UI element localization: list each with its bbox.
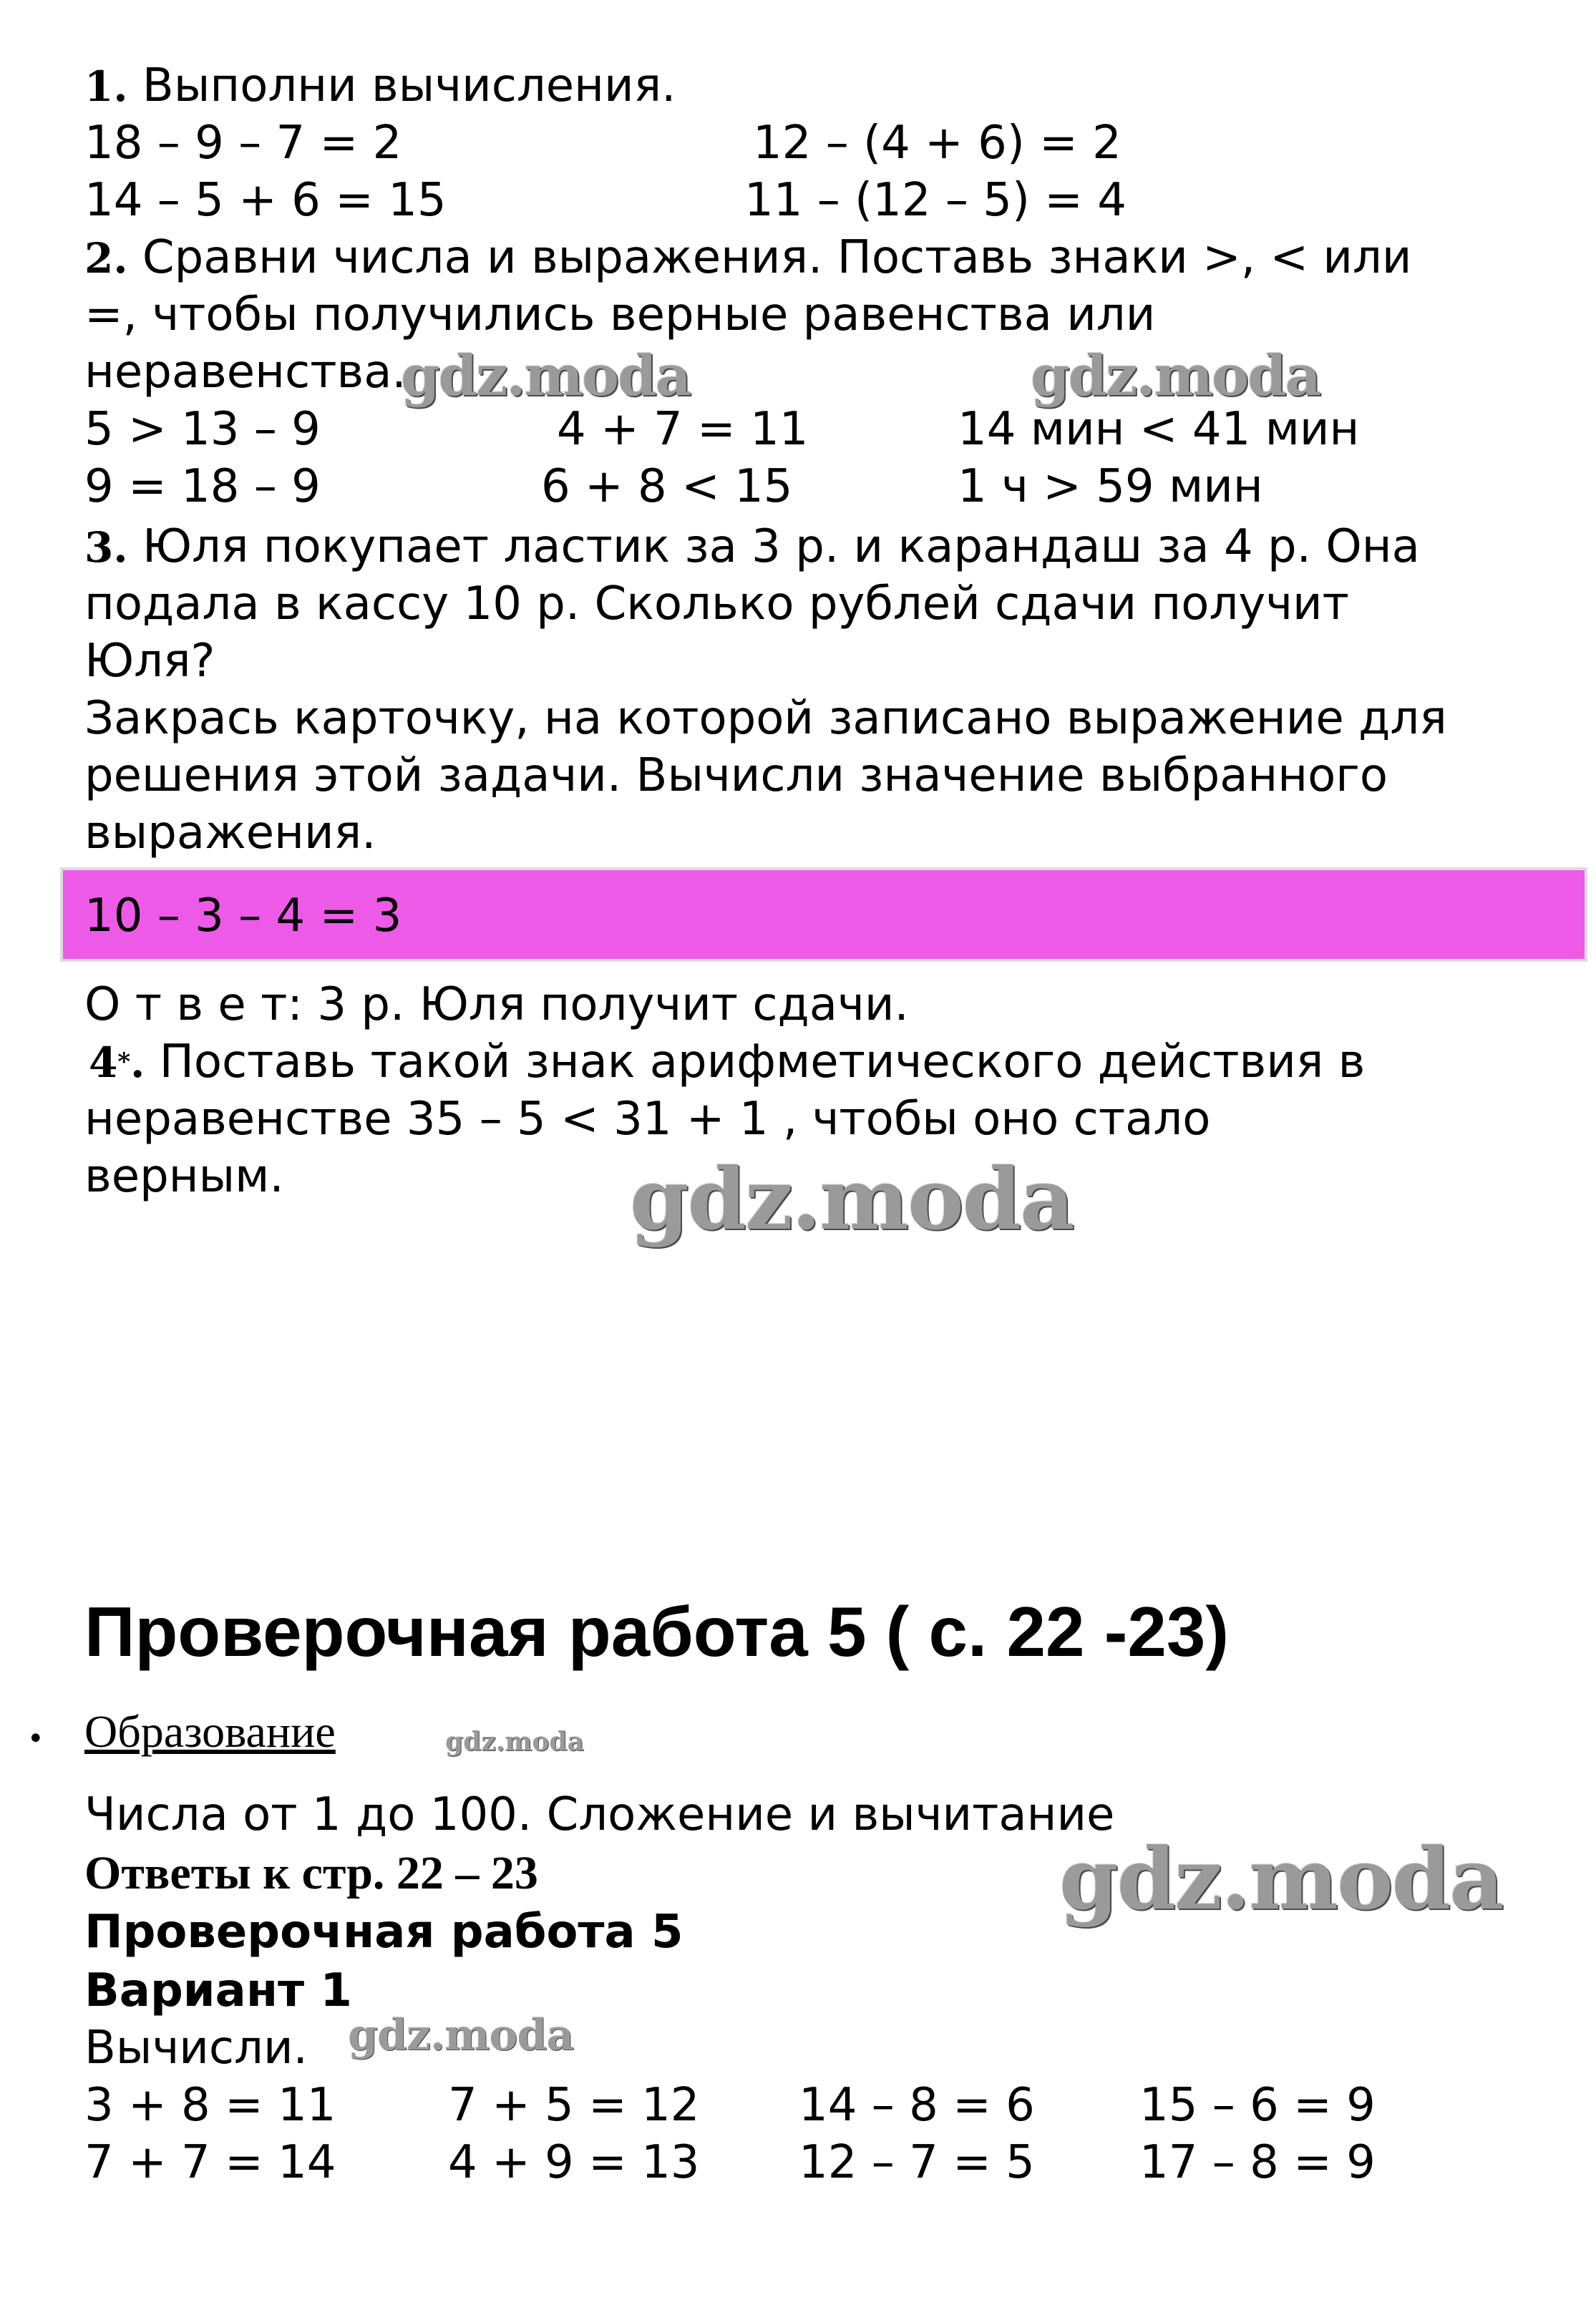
task3-heading bbox=[84, 518, 1420, 576]
task4-line-2: неравенстве 35 – 5 < 31 + 1 , чтобы оно стало bbox=[84, 1093, 1211, 1146]
task3-line-5: решения этой задачи. Вычисли значение выбранного bbox=[84, 749, 1388, 802]
work-title: Проверочная работа 5 bbox=[84, 1906, 683, 1959]
variant-title: Вариант 1 bbox=[84, 1964, 352, 2017]
task1-expr-2: 12 – (4 + 6) = 2 bbox=[753, 117, 1121, 170]
answer-expr: 3 + 8 = 11 bbox=[84, 2079, 336, 2132]
answer-expr: 12 – 7 = 5 bbox=[799, 2136, 1035, 2189]
task2-heading bbox=[84, 229, 1412, 287]
answer-card-expression: 10 – 3 – 4 = 3 bbox=[84, 890, 402, 942]
task4-dot: . bbox=[130, 1038, 145, 1087]
task1-number: 1. bbox=[84, 62, 128, 111]
task3-line-2: подала в кассу 10 р. Сколько рублей сдачи получит bbox=[84, 578, 1349, 630]
task1-heading bbox=[84, 57, 676, 115]
answers-title: Ответы к стр. 22 – 23 bbox=[84, 1847, 538, 1899]
page-heading: Проверочная работа 5 ( с. 22 -23) bbox=[84, 1592, 1230, 1671]
task3-number: 3. bbox=[84, 523, 128, 572]
answer-expr: 7 + 5 = 12 bbox=[448, 2079, 700, 2132]
answer-expr: 4 + 9 = 13 bbox=[448, 2136, 700, 2189]
task2-compare-5: 6 + 8 < 15 bbox=[541, 460, 793, 513]
task2-compare-4: 9 = 18 – 9 bbox=[84, 460, 321, 513]
task1-expr-3: 14 – 5 + 6 = 15 bbox=[84, 174, 447, 227]
task1-title: Выполни вычисления. bbox=[142, 59, 676, 112]
compute-title: Вычисли. bbox=[84, 2022, 308, 2075]
task2-number: 2. bbox=[84, 234, 128, 283]
task2-compare-3: 14 мин < 41 мин bbox=[958, 403, 1360, 456]
watermark: gdz.moda bbox=[445, 1727, 584, 1757]
answer-expr: 7 + 7 = 14 bbox=[84, 2136, 336, 2189]
task2-line-1: Сравни числа и выражения. Поставь знаки >, < или bbox=[142, 231, 1412, 284]
task3-line-6: выражения. bbox=[84, 806, 376, 859]
task3-answer: О т в е т: 3 р. Юля получит сдачи. bbox=[84, 978, 909, 1031]
category-link[interactable]: Образование bbox=[84, 1706, 336, 1757]
answer-expr: 14 – 8 = 6 bbox=[799, 2079, 1035, 2132]
task2-compare-6: 1 ч > 59 мин bbox=[958, 460, 1263, 513]
task1-expr-4: 11 – (12 – 5) = 4 bbox=[744, 174, 1127, 227]
task2-compare-1: 5 > 13 – 9 bbox=[84, 403, 321, 456]
task2-line-2: =, чтобы получились верные равенства или bbox=[84, 288, 1156, 341]
task2-compare-2: 4 + 7 = 11 bbox=[557, 403, 809, 456]
watermark: gdz.moda bbox=[401, 343, 691, 409]
watermark: gdz.moda bbox=[348, 2010, 574, 2060]
task4-heading bbox=[89, 1033, 1365, 1091]
watermark: gdz.moda bbox=[1059, 1829, 1503, 1929]
task1-expr-1: 18 – 9 – 7 = 2 bbox=[84, 117, 402, 170]
subject-line: Числа от 1 до 100. Сложение и вычитание bbox=[84, 1788, 1115, 1841]
bullet-icon: • bbox=[27, 1722, 44, 1755]
task3-line-1: Юля покупает ластик за 3 р. и карандаш за 4 р. Она bbox=[142, 520, 1420, 573]
watermark: gdz.moda bbox=[1031, 343, 1320, 409]
task4-star: * bbox=[117, 1048, 131, 1076]
answer-expr: 15 – 6 = 9 bbox=[1139, 2079, 1376, 2132]
task4-line-3: верным. bbox=[84, 1150, 284, 1203]
task4-line-1: Поставь такой знак арифметического действия в bbox=[159, 1035, 1366, 1088]
task3-line-3: Юля? bbox=[84, 635, 215, 688]
task3-line-4: Закрась карточку, на которой записано выражение для bbox=[84, 692, 1447, 745]
task4-number: 4 bbox=[89, 1038, 118, 1087]
answer-expr: 17 – 8 = 9 bbox=[1139, 2136, 1376, 2189]
watermark: gdz.moda bbox=[630, 1149, 1074, 1249]
answer-card bbox=[60, 867, 1587, 962]
task2-line-3: неравенства. bbox=[84, 346, 407, 399]
